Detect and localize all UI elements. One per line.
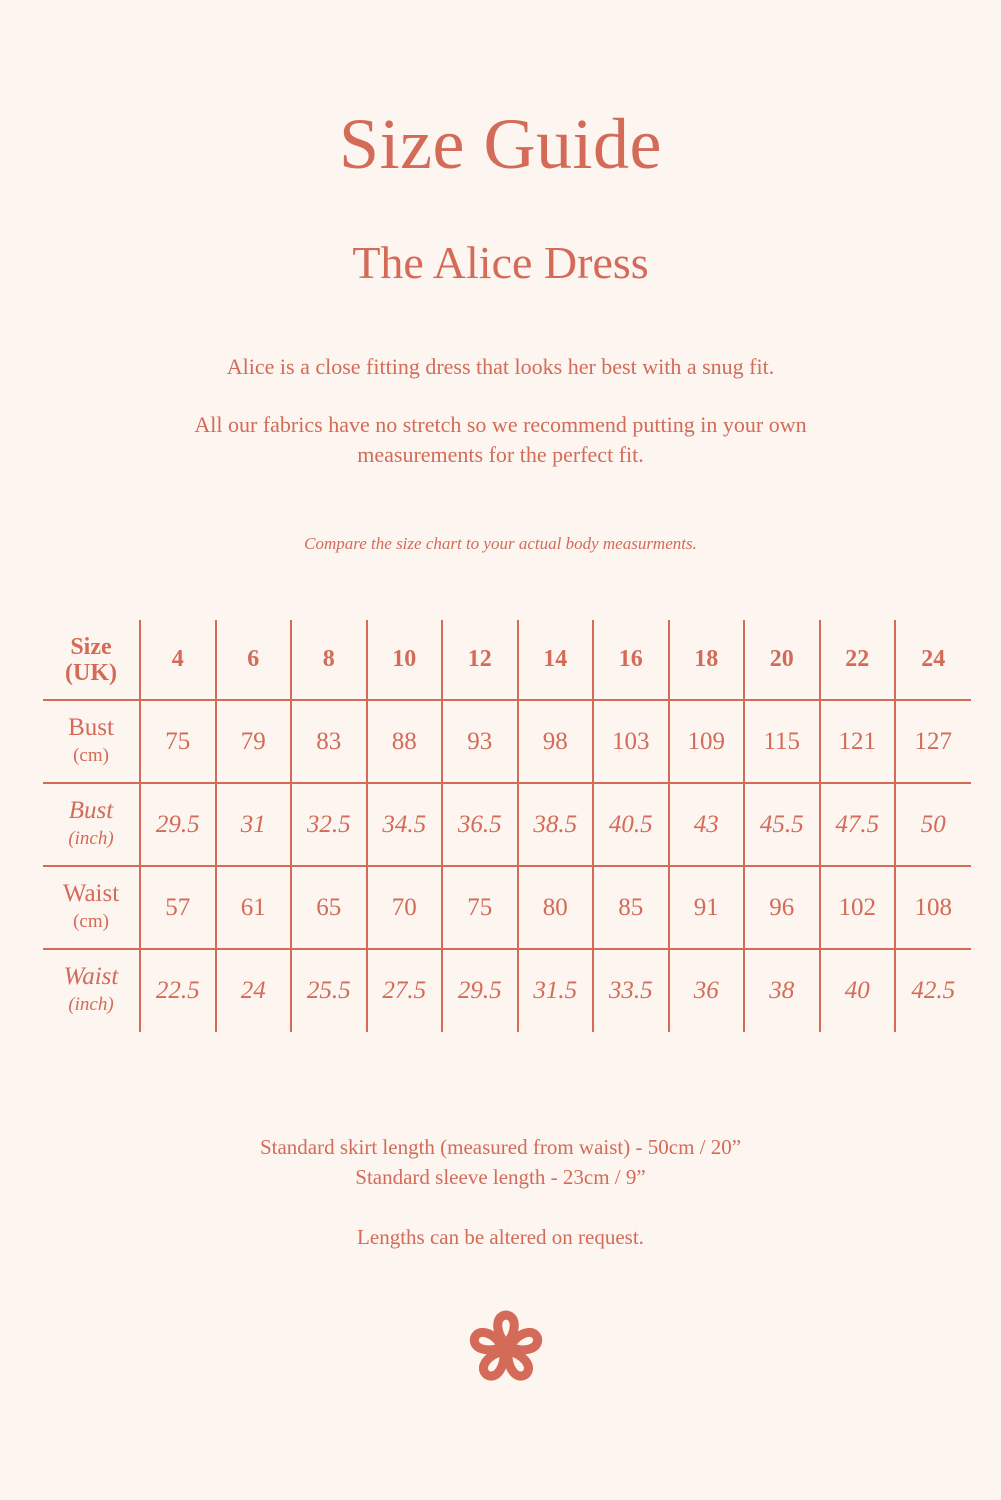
table-cell: 91: [669, 866, 745, 949]
table-row-bust-cm: [43, 700, 971, 783]
table-cell: 109: [669, 700, 745, 783]
table-cell: 29.5: [442, 949, 518, 1032]
row-label-unit: (cm): [73, 910, 109, 932]
row-label: [43, 700, 140, 783]
size-header-label: Size: [70, 633, 112, 660]
table-cell: 38: [744, 949, 820, 1032]
size-header-cell: 22: [820, 620, 896, 700]
page-subtitle: The Alice Dress: [352, 237, 649, 288]
table-cell: 115: [744, 700, 820, 783]
table-cell: 45.5: [744, 783, 820, 866]
table-cell: 31.5: [518, 949, 594, 1032]
size-header-cell: 8: [291, 620, 367, 700]
table-cell: 80: [518, 866, 594, 949]
table-cell: 33.5: [593, 949, 669, 1032]
table-cell: 83: [291, 700, 367, 783]
size-header-cell: 14: [518, 620, 594, 700]
table-cell: 85: [593, 866, 669, 949]
table-row-bust-inch: [43, 783, 971, 866]
table-cell: 50: [895, 783, 971, 866]
table-cell: 24: [216, 949, 292, 1032]
size-header-unit: (UK): [65, 659, 117, 686]
sleeve-length-text: Standard sleeve length - 23cm / 9”: [355, 1165, 646, 1189]
table-cell: 25.5: [291, 949, 367, 1032]
page-title: Size Guide: [339, 104, 662, 184]
table-cell: 34.5: [367, 783, 443, 866]
table-cell: 36.5: [442, 783, 518, 866]
size-header-cell: 4: [140, 620, 216, 700]
table-cell: 32.5: [291, 783, 367, 866]
table-cell: 70: [367, 866, 443, 949]
flower-icon: [466, 1308, 546, 1388]
compare-note: Compare the size chart to your actual body measurments.: [304, 534, 697, 553]
intro-line-fabric: All our fabrics have no stretch so we recommend putting in your own measurements for the perfect fit.: [194, 412, 807, 467]
table-cell: 31: [216, 783, 292, 866]
row-label-name: Bust: [68, 713, 114, 741]
table-cell: 75: [442, 866, 518, 949]
table-cell: 93: [442, 700, 518, 783]
table-cell: 47.5: [820, 783, 896, 866]
intro-line-fit: Alice is a close fitting dress that looks her best with a snug fit.: [226, 354, 775, 379]
table-cell: 61: [216, 866, 292, 949]
table-cell: 27.5: [367, 949, 443, 1032]
table-cell: 22.5: [140, 949, 216, 1032]
size-header-cell: 16: [593, 620, 669, 700]
alteration-note: Lengths can be altered on request.: [357, 1225, 644, 1249]
table-cell: 38.5: [518, 783, 594, 866]
table-cell: 103: [593, 700, 669, 783]
table-row-waist-cm: [43, 866, 971, 949]
row-label-unit: (inch): [68, 827, 114, 849]
size-header-cell: 24: [895, 620, 971, 700]
table-cell: 75: [140, 700, 216, 783]
size-header-cell: 10: [367, 620, 443, 700]
table-cell: 88: [367, 700, 443, 783]
size-header-cell: 12: [442, 620, 518, 700]
size-table: [43, 620, 971, 1032]
intro-text: [0, 352, 1001, 470]
table-cell: 79: [216, 700, 292, 783]
table-cell: 42.5: [895, 949, 971, 1032]
row-label: [43, 949, 140, 1032]
table-cell: 121: [820, 700, 896, 783]
row-label-name: Bust: [68, 796, 114, 824]
length-info: [0, 1132, 1001, 1252]
table-row-waist-inch: [43, 949, 971, 1032]
table-cell: 29.5: [140, 783, 216, 866]
size-header-row: [43, 620, 971, 700]
row-label-name: Waist: [62, 879, 120, 907]
skirt-length-text: Standard skirt length (measured from waist) - 50cm / 20”: [259, 1135, 742, 1159]
row-label-unit: (cm): [73, 744, 109, 766]
table-cell: 43: [669, 783, 745, 866]
size-header-cell: 6: [216, 620, 292, 700]
table-cell: 102: [820, 866, 896, 949]
table-cell: 65: [291, 866, 367, 949]
row-label: [43, 783, 140, 866]
table-cell: 96: [744, 866, 820, 949]
table-cell: 98: [518, 700, 594, 783]
table-cell: 40: [820, 949, 896, 1032]
size-uk-header: [43, 620, 140, 700]
table-cell: 36: [669, 949, 745, 1032]
size-header-cell: 20: [744, 620, 820, 700]
size-header-cell: 18: [669, 620, 745, 700]
row-label-unit: (inch): [68, 994, 114, 1015]
table-cell: 57: [140, 866, 216, 949]
row-label-name: Waist: [63, 963, 119, 990]
table-cell: 40.5: [593, 783, 669, 866]
table-cell: 127: [895, 700, 971, 783]
row-label: [43, 866, 140, 949]
table-cell: 108: [895, 866, 971, 949]
